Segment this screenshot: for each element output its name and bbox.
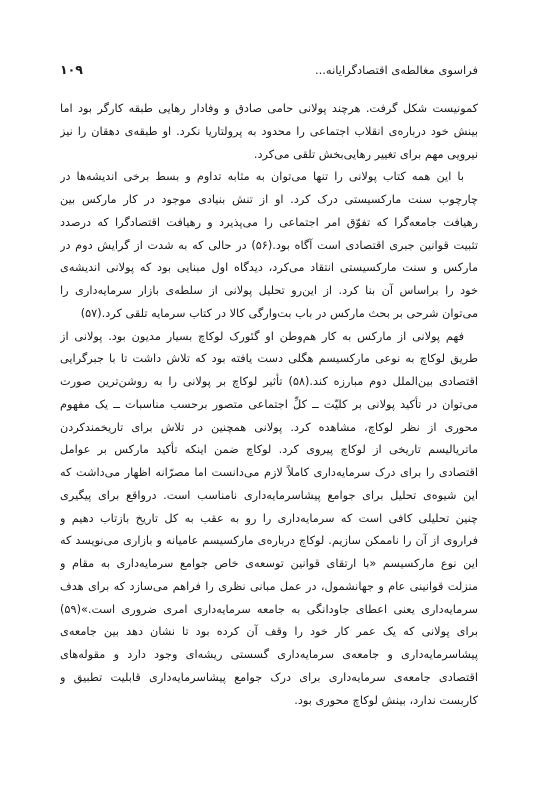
text-line: تثبیت قوانین جبری اقتصادی است آگاه بود.(۵۶) در حالی که به شدت از گرایش دوم در — [60, 238, 478, 252]
text-line: بینش خود درباره‌ی انقلاب اجتماعی را محدود به پرولتاریا نکرد. او طبقه‌ی دهقان را نیز — [60, 124, 478, 138]
page-number: ۱۰۹ — [60, 62, 83, 77]
text-line: محوری از نظر لوکاچ، مشاهده کرد. پولانی همچنین در تلاش برای تاریخمندکردن — [60, 420, 478, 434]
text-line: این شیوه‌ی تحلیل برای جوامع پیشاسرمایه‌داری نامناسب است. درواقع برای پیگیری — [60, 488, 478, 502]
text-line: کمونیست شکل گرفت. هرچند پولانی حامی صادق و وفادار رهایی طبقه کارگر بود اما — [60, 102, 478, 115]
text-line: اقتصادی را برای درک سرمایه‌داری کاملاً لازم می‌دانست اما مصرّانه اظهار می‌داشت که — [60, 466, 478, 479]
text-line: چارچوب سنت مارکسیستی درک کرد. او از تنش بنیادی موجود در کار مارکس بین — [60, 193, 478, 206]
text-line: فراروی از آن را ناممکن سازیم. لوکاچ درباره‌ی مارکسیسم عامیانه و بازاری می‌نویسد که — [60, 534, 478, 548]
text-line: رهیافت جامعه‌گرا که تفوّق امر اجتماعی را می‌پذیرد و رهیافت اقتصادگرا که درصدد — [60, 215, 478, 229]
text-line: برای پولانی که یک عمر کار خود را وقف آن کرده بود تا نشان دهد بین جامعه‌ی — [60, 625, 478, 639]
paragraph — [60, 326, 478, 713]
text-line: ماتریالیسم تاریخی از لوکاچ پیروی کرد. لوکاچ ضمن اینکه تأکید مارکس بر عوامل — [60, 443, 478, 457]
text-line: اقتصادی بین‌الملل دوم مبارزه کند.(۵۸) تأثیر لوکاچ بر پولانی را به روشن‌ترین صورت — [60, 375, 478, 388]
text-line: طریق لوکاچ به نوعی مارکسیسم هگلی دست یافته بود که تلاش داشت تا با جبرگرایی — [60, 352, 478, 366]
text-line: این نوع مارکسیسم «با ارتقای قوانین توسعه‌ی خاص جوامع سرمایه‌داری به مقام و — [60, 557, 478, 570]
text-line: با این همه کتاب پولانی را تنها می‌توان به مثابه تداوم و بسط برخی اندیشه‌ها در — [60, 170, 464, 184]
paragraph — [60, 166, 478, 325]
text-line: اقتصادی جامعه‌ی سرمایه‌داری برای درک جوامع پیشاسرمایه‌داری قابلیت تطبیق و — [60, 670, 478, 684]
running-title: فراسوی مغالطه‌ی اقتصادگرایانه... — [314, 63, 478, 77]
text-line: سرمایه‌داری یعنی اعطای جاودانگی به جامعه سرمایه‌داری امری ضروری است.»(۵۹) — [60, 602, 478, 616]
running-header — [60, 62, 478, 77]
text-line: خود را براساس آن بنا کرد. از این‌رو تحلیل پولانی از سلطه‌ی بازار سرمایه‌داری را — [60, 284, 478, 297]
text-line: مارکس و سنت مارکسیستی انتقاد می‌کرد، دیدگاه اول مبنایی بود که پولانی اندیشه‌ی — [60, 261, 478, 275]
text-line: فهم پولانی از مارکس به کار هم‌وطن او گئورک لوکاچ بسیار مدیون بود. پولانی از — [60, 329, 464, 343]
body-text — [60, 98, 478, 712]
text-line: می‌توان شرحی بر بحث مارکس در باب بت‌وارگی کالا در کتاب سرمایه تلقی کرد.(۵۷) — [80, 306, 478, 320]
text-line: پیشاسرمایه‌داری و جامعه‌ی سرمایه‌داری گسستی ریشه‌ای وجود دارد و مقوله‌های — [60, 648, 478, 661]
text-line: نیرویی مهم برای تغییر رهایی‌بخش تلقی می‌کرد. — [253, 147, 478, 161]
text-line: کاربست ندارد، بینش لوکاچ محوری بود. — [294, 693, 478, 707]
text-line: چنین تحلیلی کافی است که سرمایه‌داری را رو به عقب به کل تاریخ بازتاب دهیم و — [60, 511, 478, 525]
text-line: منزلت قوانینی عام و جهانشمول، در عمل مبانی نظری را فراهم می‌سازد که برای هدف — [60, 579, 478, 593]
text-line: می‌توان در تأکید پولانی بر کلیّت ــ کلِّ اجتماعی متصور برحسب مناسبات ــ یک مفهوم — [60, 397, 478, 411]
paragraph — [60, 98, 478, 166]
